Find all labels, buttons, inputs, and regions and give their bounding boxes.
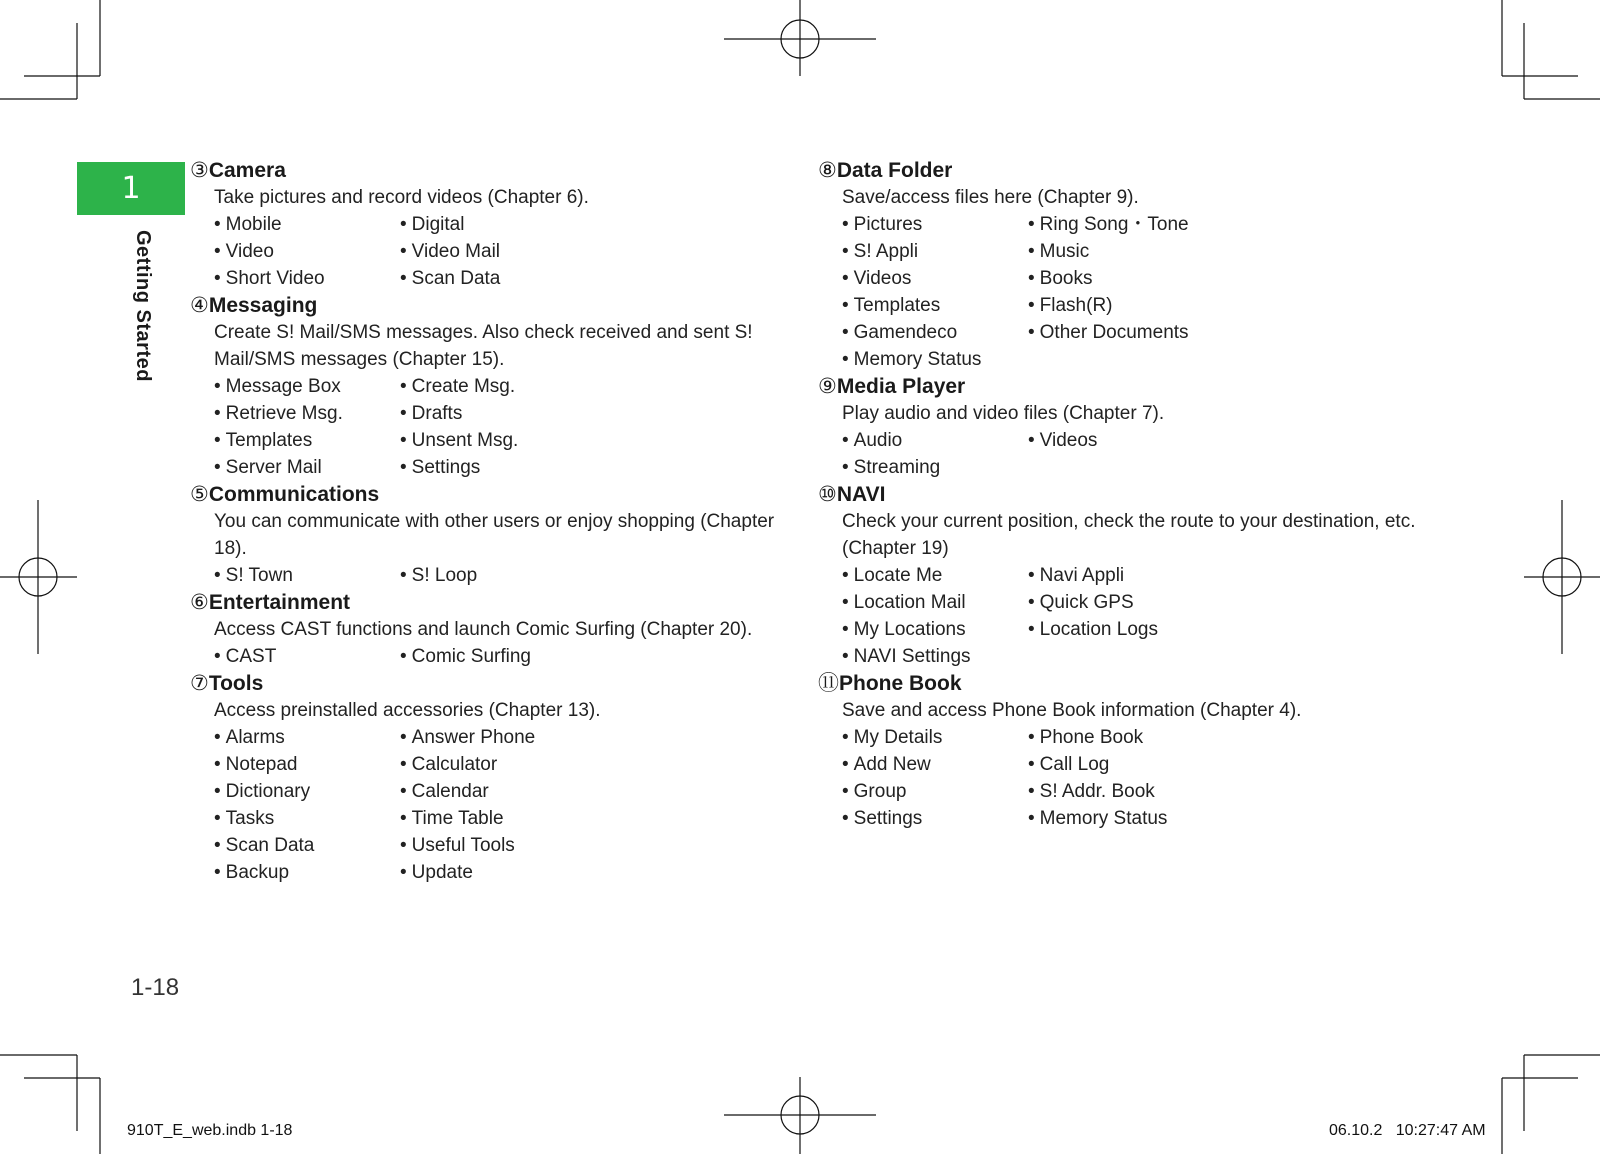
menu-item-list [190, 724, 790, 886]
menu-section [190, 157, 790, 292]
section-title: Tools [208, 672, 264, 695]
menu-item: • Audio [842, 427, 1028, 454]
menu-item: • Books [1028, 265, 1228, 292]
menu-item: • Short Video [214, 265, 400, 292]
menu-item: • Gamendeco [842, 319, 1028, 346]
menu-item-list [818, 562, 1418, 670]
menu-section [818, 481, 1418, 670]
section-number: ⑤ [190, 483, 209, 506]
menu-item: • Scan Data [400, 265, 600, 292]
section-title: Messaging [208, 294, 318, 317]
section-title: Media Player [836, 375, 966, 398]
menu-item: • Templates [214, 427, 400, 454]
menu-item: • CAST [214, 643, 400, 670]
section-description: Create S! Mail/SMS messages. Also check received and sent S! Mail/SMS messages (Chapter 15). [214, 322, 753, 370]
menu-item: • Add New [842, 751, 1028, 778]
menu-item: • S! Appli [842, 238, 1028, 265]
section-heading [190, 157, 790, 184]
section-description: Access CAST functions and launch Comic Surfing (Chapter 20). [214, 619, 753, 640]
menu-item: • My Locations [842, 616, 1028, 643]
menu-item: • Settings [400, 454, 600, 481]
menu-item-list [818, 724, 1418, 832]
menu-item: • Server Mail [214, 454, 400, 481]
menu-item-list [190, 643, 790, 670]
menu-item: • Time Table [400, 805, 600, 832]
section-heading [818, 373, 1418, 400]
menu-item: • Create Msg. [400, 373, 600, 400]
left-column [190, 157, 790, 886]
section-number: ④ [190, 294, 209, 317]
menu-item: • Pictures [842, 211, 1028, 238]
section-title: Communications [208, 483, 380, 506]
section-title: NAVI [836, 483, 886, 506]
menu-item: • Locate Me [842, 562, 1028, 589]
section-description: Save/access files here (Chapter 9). [842, 187, 1139, 208]
section-title: Phone Book [839, 672, 962, 695]
section-heading [818, 670, 1418, 697]
menu-item: • Flash(R) [1028, 292, 1228, 319]
menu-item: • Videos [1028, 427, 1228, 454]
page-number: 1-18 [131, 974, 180, 1001]
menu-item: • Settings [842, 805, 1028, 832]
menu-item: • Alarms [214, 724, 400, 751]
menu-item-list [190, 211, 790, 292]
menu-item: • Phone Book [1028, 724, 1228, 751]
section-description: Play audio and video files (Chapter 7). [842, 403, 1165, 424]
menu-item: • Templates [842, 292, 1028, 319]
menu-section [190, 589, 790, 670]
section-number: ⑪ [818, 672, 839, 695]
menu-item: • Drafts [400, 400, 600, 427]
footer-timestamp: 06.10.2 10:27:47 AM [1329, 1122, 1486, 1139]
menu-item: • Calendar [400, 778, 600, 805]
section-title: Camera [208, 159, 286, 182]
menu-item: • Ring Song・Tone [1028, 211, 1228, 238]
section-description: Take pictures and record videos (Chapter 6). [214, 187, 589, 208]
menu-item: • Call Log [1028, 751, 1228, 778]
menu-item: • Music [1028, 238, 1228, 265]
menu-item: • Quick GPS [1028, 589, 1228, 616]
section-heading [190, 292, 790, 319]
menu-item: • Calculator [400, 751, 600, 778]
menu-section [818, 373, 1418, 481]
section-heading [190, 481, 790, 508]
menu-item: • Notepad [214, 751, 400, 778]
menu-item: • Unsent Msg. [400, 427, 600, 454]
menu-item: • Tasks [214, 805, 400, 832]
section-heading [190, 670, 790, 697]
menu-item: • Dictionary [214, 778, 400, 805]
menu-item: • Videos [842, 265, 1028, 292]
menu-section [190, 292, 790, 481]
chapter-number: 1 [121, 171, 141, 206]
menu-item: • S! Town [214, 562, 400, 589]
menu-section [818, 157, 1418, 373]
menu-item: • Memory Status [842, 346, 1028, 373]
menu-item: • S! Addr. Book [1028, 778, 1228, 805]
section-number: ⑩ [818, 483, 837, 506]
section-number: ⑦ [190, 672, 209, 695]
section-heading [190, 589, 790, 616]
menu-item: • Group [842, 778, 1028, 805]
section-title: Data Folder [836, 159, 953, 182]
section-title: Entertainment [208, 591, 351, 614]
menu-item: • NAVI Settings [842, 643, 1028, 670]
section-heading [818, 157, 1418, 184]
chapter-tab [77, 162, 185, 215]
menu-item: • Comic Surfing [400, 643, 600, 670]
section-number: ⑥ [190, 591, 209, 614]
menu-section [818, 670, 1418, 832]
section-heading [818, 481, 1418, 508]
menu-item-list [818, 211, 1418, 373]
menu-item: • Location Logs [1028, 616, 1228, 643]
menu-item: • Memory Status [1028, 805, 1228, 832]
menu-section [190, 481, 790, 589]
menu-item: • Useful Tools [400, 832, 600, 859]
section-description: Access preinstalled accessories (Chapter 13). [214, 700, 601, 721]
menu-item: • Update [400, 859, 600, 886]
chapter-title: Getting Started [132, 230, 154, 382]
menu-item-list [190, 373, 790, 481]
menu-item: • My Details [842, 724, 1028, 751]
menu-item-list [190, 562, 790, 589]
footer-file-info: 910T_E_web.indb 1-18 [127, 1122, 293, 1139]
menu-item-list [818, 427, 1418, 481]
section-number: ⑧ [818, 159, 837, 182]
menu-item: • Retrieve Msg. [214, 400, 400, 427]
menu-item: • Location Mail [842, 589, 1028, 616]
menu-item: • Other Documents [1028, 319, 1228, 346]
menu-item: • Navi Appli [1028, 562, 1228, 589]
menu-item: • Mobile [214, 211, 400, 238]
menu-item: • Message Box [214, 373, 400, 400]
menu-item: • Answer Phone [400, 724, 600, 751]
section-number: ③ [190, 159, 209, 182]
section-number: ⑨ [818, 375, 837, 398]
menu-item: • S! Loop [400, 562, 600, 589]
menu-section [190, 670, 790, 886]
menu-item: • Streaming [842, 454, 1028, 481]
right-column [818, 157, 1418, 832]
menu-item: • Video [214, 238, 400, 265]
menu-item: • Digital [400, 211, 600, 238]
menu-item: • Video Mail [400, 238, 600, 265]
menu-item: • Backup [214, 859, 400, 886]
section-description: You can communicate with other users or enjoy shopping (Chapter 18). [214, 511, 775, 559]
menu-item: • Scan Data [214, 832, 400, 859]
section-description: Save and access Phone Book information (Chapter 4). [842, 700, 1302, 721]
section-description: Check your current position, check the route to your destination, etc. (Chapter 19) [842, 511, 1416, 559]
